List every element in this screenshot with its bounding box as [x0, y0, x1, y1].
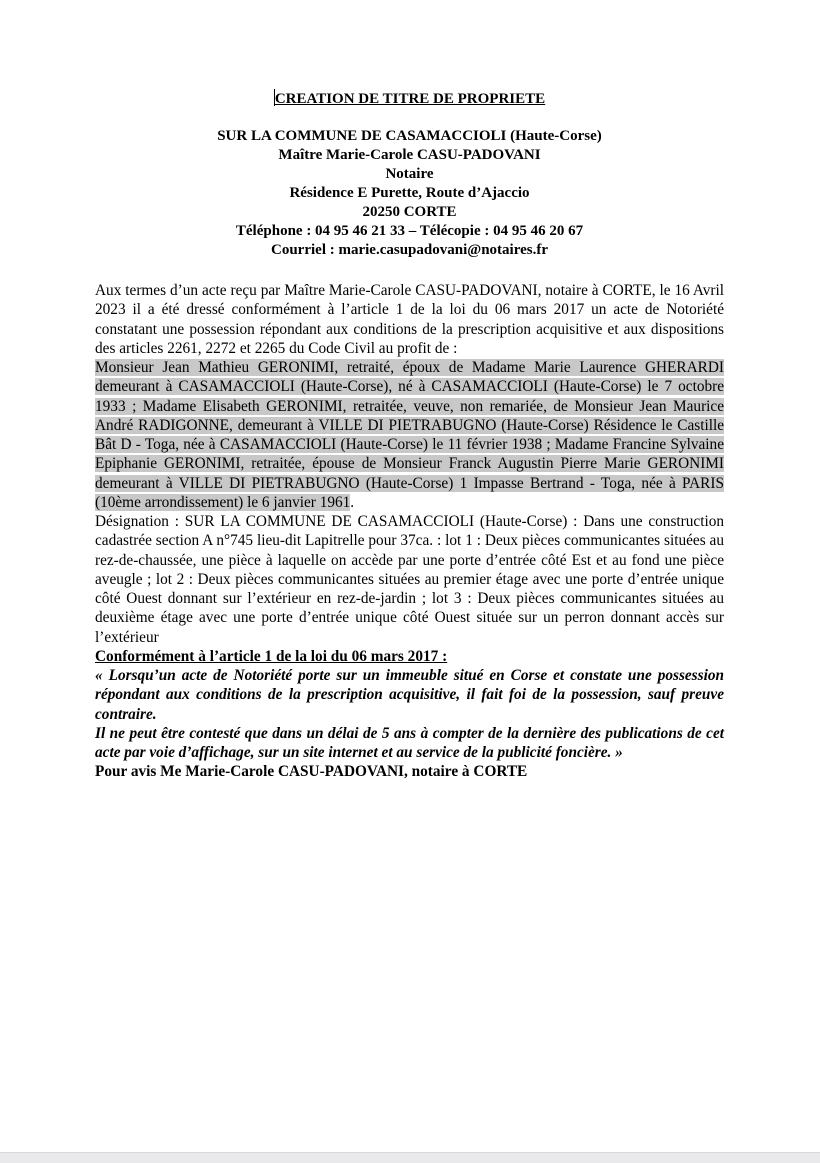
notary-name: Maître Marie-Carole CASU-PADOVANI — [278, 147, 541, 163]
email-line: Courriel : marie.casupadovani@notaires.fr — [271, 242, 548, 258]
page-bottom-edge — [0, 1152, 820, 1163]
designation-paragraph: Désignation : SUR LA COMMUNE DE CASAMACCIOLI (Haute-Corse) : Dans une construction cadastrée section A n°745 lieu-dit Lapitrelle pour 37ca. : lot 1 : Deux pièces communicantes situées au rez-de-chaussée, une pièce à laquelle on accède par une porte d’entrée côté Est et au fond une pièce aveugle ; lot 2 : Deux pièces communicantes situées au premier étage avec une porte d’entrée unique côté Ouest donnant sur l’extérieur en rez-de-jardin ; lot 3 : Deux pièces communicantes situées au deuxième étage avec une porte d’entrée unique côté Ouest située sur un perron donnant accès sur l’extérieur — [95, 513, 724, 646]
law-heading: Conformément à l’article 1 de la loi du 06 mars 2017 : — [95, 647, 448, 665]
beneficiaries-end: . — [350, 493, 355, 511]
document-body — [95, 281, 724, 782]
intro-paragraph: Aux termes d’un acte reçu par Maître Marie-Carole CASU-PADOVANI, notaire à CORTE, le 16 Avril 2023 il a été dressé conformément à l’article 1 de la loi du 06 mars 2017 un acte de Notoriété constatant une possession répondant aux conditions de la prescription acquisitive et aux dispositions des articles 2261, 2272 et 2265 du Code Civil au profit de : — [95, 282, 724, 357]
phone-fax-line: Téléphone : 04 95 46 21 33 – Télécopie : 04 95 46 20 67 — [235, 223, 584, 239]
postal-city-line: 20250 CORTE — [362, 204, 457, 220]
closing-notice: Pour avis Me Marie-Carole CASU-PADOVANI, notaire à CORTE — [95, 763, 528, 781]
address-line: Résidence E Purette, Route d’Ajaccio — [289, 185, 530, 201]
notary-role: Notaire — [385, 166, 434, 182]
beneficiaries-highlight: Monsieur Jean Mathieu GERONIMI, retraité, époux de Madame Marie Laurence GHERARDI demeurant à CASAMACCIOLI (Haute-Corse), né à CASAMACCIOLI (Haute-Corse) le 7 octobre 1933 ; Madame Elisabeth GERONIMI, retraitée, veuve, non remariée, de Monsieur Jean Maurice André RADIGONNE, demeurant à VILLE DI PIETRABUGNO (Haute-Corse) Résidence le Castille Bât D - Toga, née à CASAMACCIOLI (Haute-Corse) le 11 février 1938 ; Madame Francine Sylvaine Epiphanie GERONIMI, retraitée, épouse de Monsieur Franck Augustin Pierre Marie GERONIMI demeurant à VILLE DI PIETRABUGNO (Haute-Corse) 1 Impasse Bertrand - Toga, née à PARIS (10ème arrondissement) le 6 janvier 1961 — [95, 359, 724, 511]
document-title: CREATION DE TITRE DE PROPRIETE — [274, 91, 546, 107]
notary-header — [95, 127, 724, 260]
law-quote-2: Il ne peut être contesté que dans un délai de 5 ans à compter de la dernière des publications de cet acte par voie d’affichage, sur un site internet et au service de la publicité foncière. » — [95, 724, 724, 761]
commune-line: SUR LA COMMUNE DE CASAMACCIOLI (Haute-Corse) — [217, 128, 602, 144]
beneficiaries-paragraph — [95, 358, 724, 512]
law-quote-1: « Lorsqu’un acte de Notoriété porte sur un immeuble situé en Corse et constate une possession répondant aux conditions de la prescription acquisitive, il fait foi de la possession, sauf preuve contraire. — [95, 667, 724, 723]
